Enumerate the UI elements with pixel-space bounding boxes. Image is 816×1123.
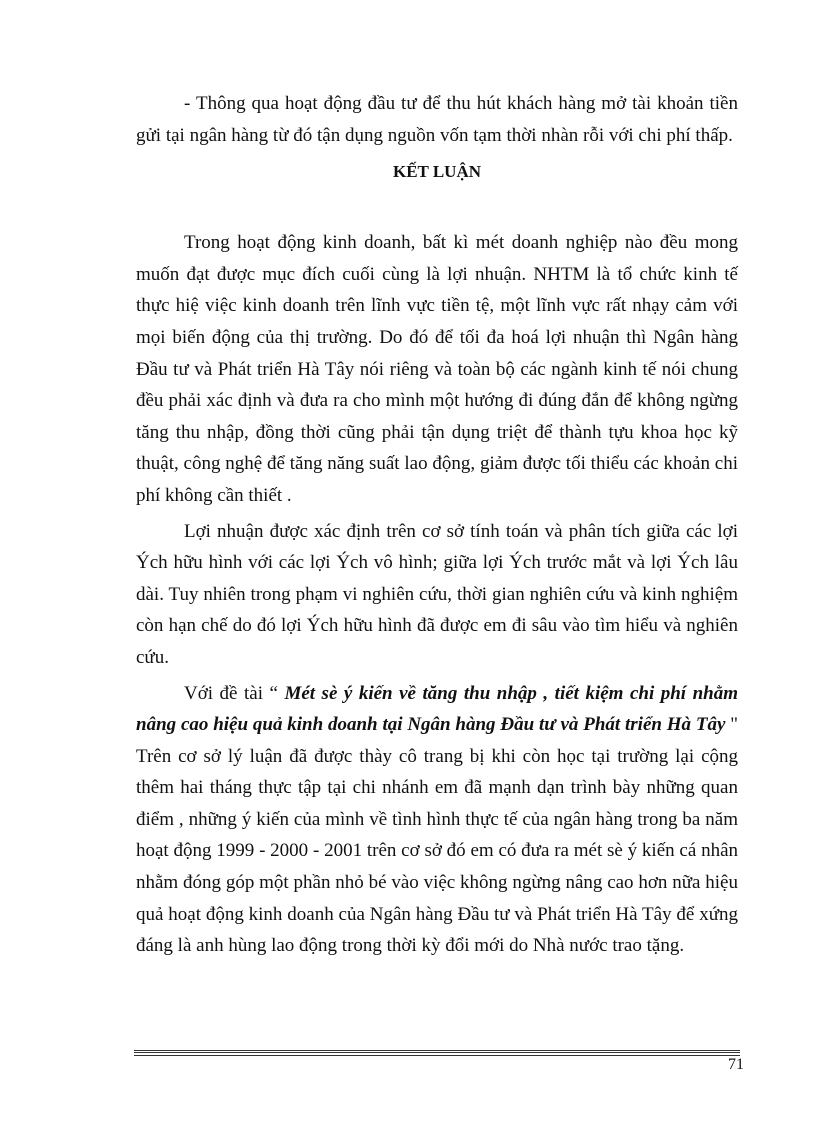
conclusion-heading: KẾT LUẬN [392, 162, 481, 182]
document-page [136, 88, 738, 962]
conclusion-paragraph-3 [136, 678, 738, 962]
paragraph-3-rest: " Trên cơ sở lý luận đã được thày cô trang bị khi còn học tại trường lại cộng thêm hai tháng thực tập tại chi nhánh em đã mạnh dạn trình bày những quan điểm , những ý kiến của mình về tình hình thực tế của ngân hàng trong ba năm hoạt động 1999 - 2000 - 2001 trên cơ sở đó em có đưa ra mét sè ý kiến cá nhân nhằm đóng góp một phần nhỏ bé vào việc không ngừng nâng cao hơn nữa hiệu quả hoạt động kinh doanh của Ngân hàng Đầu tư và Phát triển Hà Tây để xứng đáng là anh hùng lao động trong thời kỳ đổi mới do Nhà nước trao tặng. [136, 714, 738, 957]
page-number: 71 [728, 1056, 744, 1073]
footer-rule [134, 1050, 740, 1056]
intro-paragraph: - Thông qua hoạt động đầu tư để thu hút khách hàng mở tài khoản tiền gửi tại ngân hàng từ đó tận dụng nguồn vốn tạm thời nhàn rỗi với chi phí thấp. [136, 93, 738, 146]
thesis-title: Mét sè ý kiến về tăng thu nhập , tiết kiệm chi phí nhằm nâng cao hiệu quả kinh doanh tại Ngân hàng Đầu tư và Phát triển Hà Tây [136, 682, 738, 736]
conclusion-paragraph-1: Trong hoạt động kinh doanh, bất kì mét doanh nghiệp nào đều mong muốn đạt được mục đích cuối cùng là lợi nhuận. NHTM là tổ chức kinh tế thực hiệ việc kinh doanh trên lĩnh vực tiền tệ, một lĩnh vực rất nhạy cảm với mọi biến động của thị trường. Do đó để tối đa hoá lợi nhuận thì Ngân hàng Đầu tư và Phát triển Hà Tây nói riêng và toàn bộ các ngành kinh tế nói chung đều phải xác định và đưa ra cho mình một hướng đi đúng đắn để không ngừng tăng thu nhập, đồng thời cũng phải tận dụng triệt để thành tựu khoa học kỹ thuật, công nghệ để tăng năng suất lao động, giảm được tối thiểu các khoản chi phí không cần thiết . [136, 232, 738, 506]
paragraph-3-prefix: Với đề tài “ [184, 682, 285, 704]
spacer [136, 187, 738, 227]
conclusion-paragraph-2: Lợi nhuận được xác định trên cơ sở tính toán và phân tích giữa các lợi Ých hữu hình với các lợi Ých vô hình; giữa lợi Ých trước mắt và lợi Ých lâu dài. Tuy nhiên trong phạm vi nghiên cứu, thời gian nghiên cứu và kinh nghiệm còn hạn chế do đó lợi Ých hữu hình đã được em đi sâu vào tìm hiểu và nghiên cứu. [136, 520, 738, 668]
